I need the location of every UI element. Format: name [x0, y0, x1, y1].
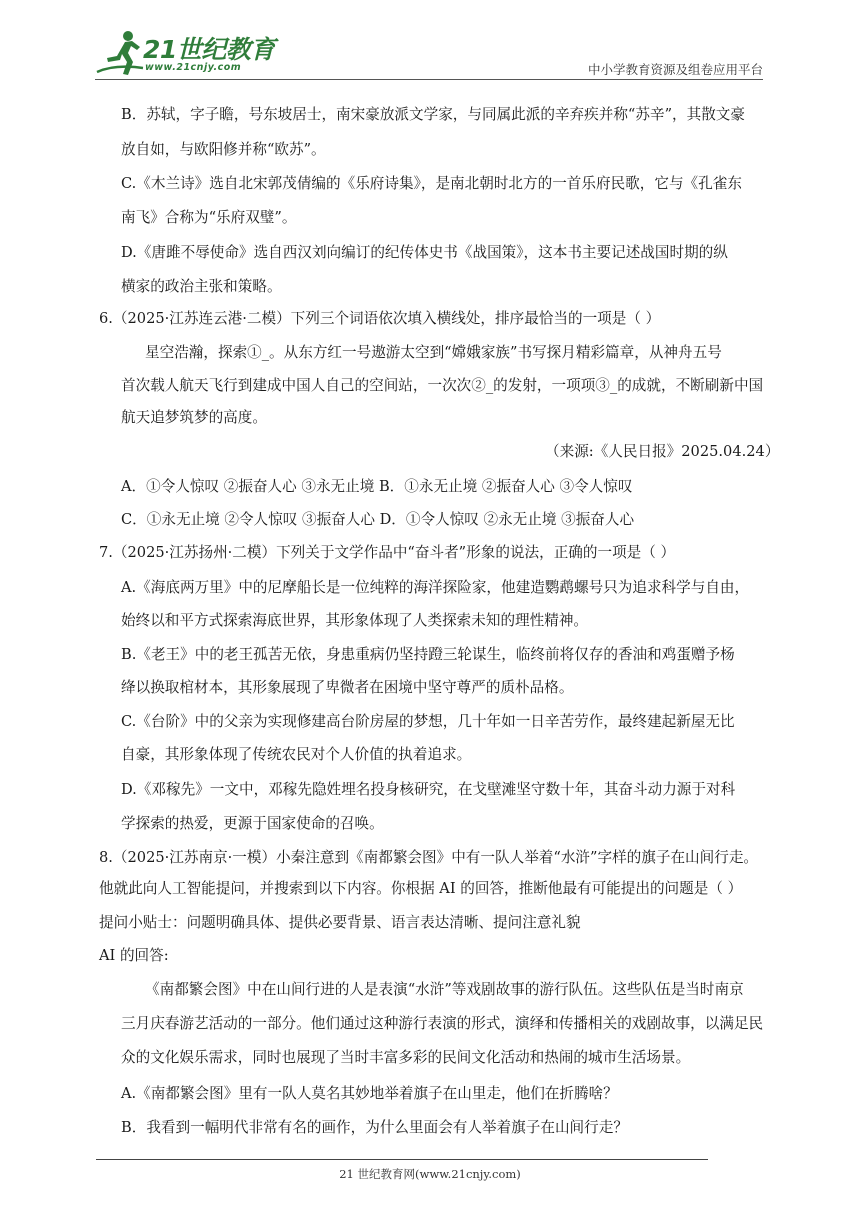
footer-text[interactable]: 21 世纪教育网(www.21cnjy.com) — [339, 1167, 521, 1181]
option-line: 绛以换取棺材本，其形象展现了卑微者在困境中坚守尊严的质朴品格。 — [121, 679, 574, 696]
option-line: 始终以和平方式探索海底世界，其形象体现了人类探索未知的理性精神。 — [121, 612, 589, 629]
ai-answer-line: 《南都繁会图》中在山间行进的人是表演“水浒”等戏剧故事的游行队伍。这些队伍是当时南京 — [145, 981, 744, 998]
option-line: 横家的政治主张和策略。 — [121, 278, 282, 295]
ai-answer-label: AI 的回答: — [99, 947, 169, 964]
option-line: D.《唐雎不辱使命》选自西汉刘向编订的纪传体史书《战国策》，这本书主要记述战国时期的纵 — [121, 244, 728, 261]
logo-url: www.21cnjy.com — [145, 62, 242, 73]
option-line: A.《南都繁会图》里有一队人莫名其妙地举着旗子在山里走，他们在折腾啥？ — [121, 1085, 618, 1102]
logo-text: 21世纪教育 — [143, 35, 275, 64]
header-divider — [95, 79, 763, 80]
footer-divider — [96, 1159, 708, 1160]
question-stem: 他就此向人工智能提问，并搜索到以下内容。你根据 AI 的回答，推断他最有可能提出的问题是（ ） — [99, 880, 743, 897]
ai-answer-line: 三月庆春游艺活动的一部分。他们通过这种游行表演的形式，演绎和传播相关的戏剧故事，以满足民 — [121, 1015, 764, 1032]
option-line: 学探索的热爱，更源于国家使命的召唤。 — [121, 815, 384, 832]
ai-answer-line: 众的文化娱乐需求，同时也展现了当时丰富多彩的民间文化活动和热闹的城市生活场景。 — [121, 1049, 691, 1066]
site-logo[interactable] — [95, 28, 275, 80]
option-line: C.《台阶》中的父亲为实现修建高台阶房屋的梦想，几十年如一日辛苦劳作，最终建起新屋无比 — [121, 713, 735, 730]
question-stem: 6.（2025·江苏连云港·二模）下列三个词语依次填入横线处，排序最恰当的一项是（ ） — [99, 310, 661, 327]
passage-line: 首次载人航天飞行到建成中国人自己的空间站，一次次②_的发射，一项项③_的成就，不断刷新中国 — [121, 377, 764, 394]
option-line: 南飞》合称为“乐府双璧”。 — [121, 209, 297, 226]
question-stem: 8.（2025·江苏南京·一模）小秦注意到《南都繁会图》中有一队人举着“水浒”字样的旗子在山间行走。 — [99, 849, 759, 866]
passage-line: 航天追梦筑梦的高度。 — [121, 409, 267, 426]
option-line: 自豪，其形象体现了传统农民对个人价值的执着追求。 — [121, 746, 472, 763]
platform-title: 中小学教育资源及组卷应用平台 — [587, 62, 763, 77]
option-line: C.《木兰诗》选自北宋郭茂倩编的《乐府诗集》，是南北朝时北方的一首乐府民歌，它与《孔雀东 — [121, 175, 742, 192]
option-line: 放自如，与欧阳修并称“欧苏”。 — [121, 141, 326, 158]
tip-line: 提问小贴士：问题明确具体、提供必要背景、语言表达清晰、提问注意礼貌 — [99, 914, 581, 931]
page-header — [95, 22, 763, 80]
option-line: B.《老王》中的老王孤苦无依，身患重病仍坚持蹬三轮谋生，临终前将仅存的香油和鸡蛋赠予杨 — [121, 646, 735, 663]
option-line: D.《邓稼先》一文中，邓稼先隐姓埋名投身核研究，在戈壁滩坚守数十年，其奋斗动力源于对科 — [121, 781, 736, 798]
passage-line: 星空浩瀚，探索①_。从东方红一号遨游太空到“嫦娥家族”书写探月精彩篇章，从神舟五号 — [145, 344, 722, 361]
source-citation: （来源:《人民日报》2025.04.24） — [545, 443, 780, 460]
option-line: A．①令人惊叹 ②振奋人心 ③永无止境 B．①永无止境 ②振奋人心 ③令人惊叹 — [121, 478, 633, 495]
runner-logo-icon — [95, 28, 145, 78]
option-line: A.《海底两万里》中的尼摩船长是一位纯粹的海洋探险家，他建造鹦鹉螺号只为追求科学与自由， — [121, 579, 750, 596]
option-line: C．①永无止境 ②令人惊叹 ③振奋人心 D．①令人惊叹 ②永无止境 ③振奋人心 — [121, 511, 635, 528]
question-stem: 7.（2025·江苏扬州·二模）下列关于文学作品中“奋斗者”形象的说法，正确的一项是（ ） — [99, 544, 676, 561]
option-line: B．苏轼，字子瞻，号东坡居士，南宋豪放派文学家，与同属此派的辛弃疾并称“苏辛”，其散文豪 — [121, 106, 745, 123]
option-line: B．我看到一幅明代非常有名的画作，为什么里面会有人举着旗子在山间行走？ — [121, 1119, 628, 1136]
